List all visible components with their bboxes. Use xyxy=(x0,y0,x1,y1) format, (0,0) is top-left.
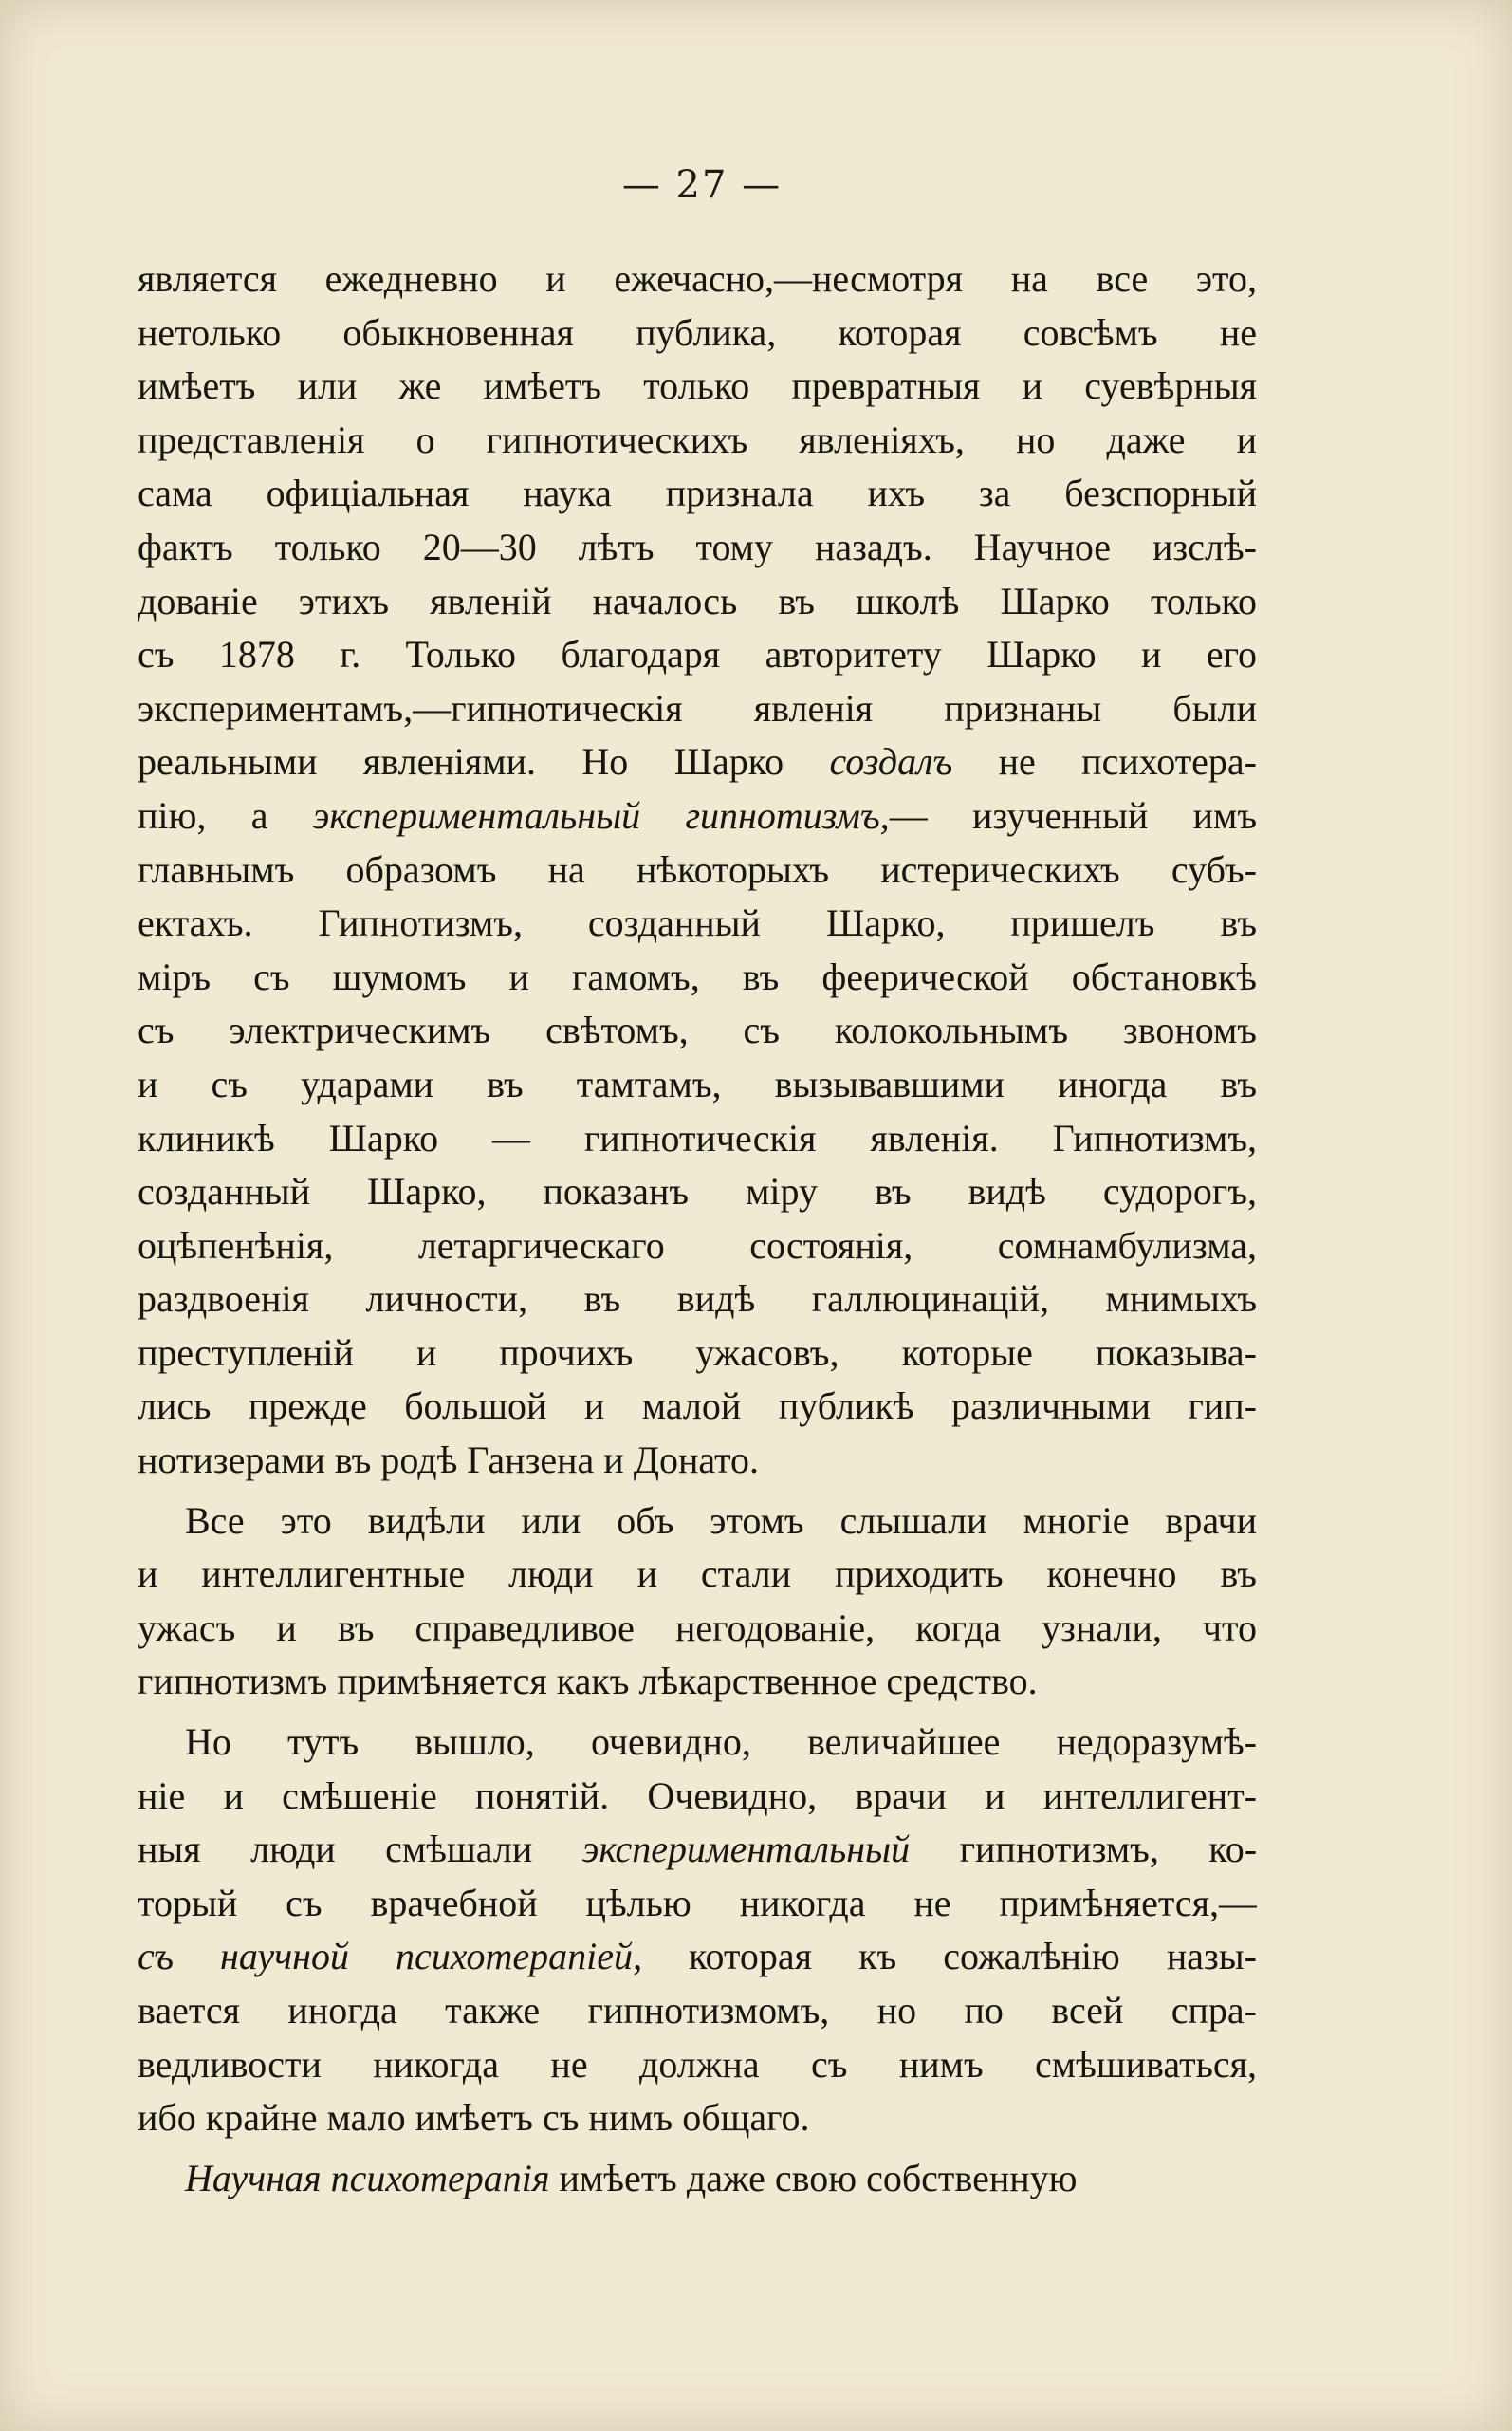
italic-text: экспериментальный xyxy=(581,1828,911,1871)
text-run: созданный Шарко, показанъ міру въ видѣ судорогъ, xyxy=(138,1170,1257,1214)
text-run: и интеллигентные люди и стали приходить конечно въ xyxy=(138,1552,1257,1596)
text-run: , которая къ сожалѣнію назы- xyxy=(633,1935,1257,1978)
text-run: ужасъ и въ справедливое негодованіе, когда узнали, что xyxy=(138,1605,1257,1649)
text-line xyxy=(138,628,1257,682)
text-line xyxy=(138,1548,1257,1602)
text-line xyxy=(138,1219,1257,1273)
text-line xyxy=(138,1877,1257,1931)
body-text xyxy=(138,252,1257,2205)
text-run: оцѣпенѣнія, летаргическаго состоянія, сомнамбулизма, xyxy=(138,1223,1257,1267)
paragraph-gap xyxy=(138,1488,1257,1494)
text-run: гипнотизмъ примѣняется какъ лѣкарственное средство. xyxy=(138,1660,1038,1703)
text-run: Все это видѣли или объ этомъ слышали многіе врачи xyxy=(185,1498,1257,1542)
paragraph xyxy=(138,1494,1257,1709)
text-run: преступленій и прочихъ ужасовъ, которые показыва- xyxy=(138,1330,1257,1374)
text-line xyxy=(138,2038,1257,2092)
text-run: ектахъ. Гипнотизмъ, созданный Шарко, пришелъ въ xyxy=(138,901,1257,945)
paragraph-gap xyxy=(138,1709,1257,1716)
text-run: ведливости никогда не должна съ нимъ смѣшиваться, xyxy=(138,2042,1257,2086)
text-run: съ электрическимъ свѣтомъ, съ колокольнымъ звономъ xyxy=(138,1009,1257,1052)
text-run: и съ ударами въ тамтамъ, вызывавшими иногда въ xyxy=(138,1062,1257,1105)
italic-text: экспериментальный гипнотизмъ, xyxy=(312,793,890,837)
paragraph xyxy=(138,2152,1257,2206)
italic-text: создалъ xyxy=(829,740,953,784)
text-run: ныя люди смѣшали xyxy=(138,1828,582,1871)
text-run: нотизерами въ родѣ Ганзена и Донато. xyxy=(138,1438,760,1482)
text-line xyxy=(138,682,1257,736)
text-line xyxy=(138,1494,1257,1549)
text-line xyxy=(138,1380,1257,1434)
text-line xyxy=(138,306,1257,361)
text-line xyxy=(138,1327,1257,1381)
text-line xyxy=(138,951,1257,1005)
text-line xyxy=(138,1770,1257,1824)
text-line xyxy=(138,1112,1257,1166)
text-line xyxy=(138,360,1257,414)
text-line xyxy=(138,1004,1257,1058)
text-line xyxy=(138,414,1257,468)
text-run: является ежедневно и ежечасно,—несмотря на все это, xyxy=(138,257,1257,300)
text-line xyxy=(138,2091,1257,2145)
text-run: главнымъ образомъ на нѣкоторыхъ истерическихъ субъ- xyxy=(138,847,1257,891)
text-run: ніе и смѣшеніе понятій. Очевидно, врачи и интеллигент- xyxy=(138,1773,1257,1817)
text-run: міръ съ шумомъ и гамомъ, въ феерической обстановкѣ xyxy=(138,955,1257,998)
text-line xyxy=(138,1272,1257,1327)
text-line xyxy=(138,1165,1257,1219)
text-line xyxy=(138,575,1257,629)
text-run: сама офиціальная наука признала ихъ за безспорный xyxy=(138,472,1257,515)
text-run: гипнотизмъ, ко- xyxy=(910,1828,1257,1871)
text-run: раздвоенія личности, въ видѣ галлюцинацій, мнимыхъ xyxy=(138,1277,1257,1321)
text-run: лись прежде большой и малой публикѣ различными гип- xyxy=(138,1384,1257,1428)
paragraph xyxy=(138,252,1257,1488)
paragraph xyxy=(138,1716,1257,2145)
text-line xyxy=(138,1434,1257,1488)
italic-text: съ научной психотерапіей xyxy=(138,1935,634,1978)
text-run: торый съ врачебной цѣлью никогда не примѣняется,— xyxy=(138,1881,1257,1924)
text-line xyxy=(138,844,1257,898)
text-run: пію, а xyxy=(138,793,313,837)
text-line xyxy=(138,1823,1257,1877)
text-run: имѣетъ даже свою собственную xyxy=(549,2156,1078,2199)
text-line xyxy=(138,1602,1257,1656)
text-run: ибо крайне мало имѣетъ съ нимъ общаго. xyxy=(138,2096,810,2140)
text-line xyxy=(138,1655,1257,1709)
text-line xyxy=(138,897,1257,951)
text-run: не психотера- xyxy=(952,740,1257,784)
text-run: представленія о гипнотическихъ явленіяхъ, но даже и xyxy=(138,418,1257,461)
text-line xyxy=(138,467,1257,521)
text-run: — изученный имъ xyxy=(889,793,1257,837)
text-line xyxy=(138,252,1257,306)
text-line xyxy=(138,1716,1257,1770)
text-line xyxy=(138,521,1257,575)
text-run: дованіе этихъ явленій началось въ школѣ Шарко только xyxy=(138,579,1257,622)
text-run: съ 1878 г. Только благодаря авторитету Шарко и его xyxy=(138,633,1257,677)
text-line xyxy=(138,1058,1257,1112)
text-line xyxy=(138,1930,1257,1984)
paragraph-gap xyxy=(138,2145,1257,2152)
text-run: экспериментамъ,—гипнотическія явленія признаны были xyxy=(138,686,1257,730)
italic-text: Научная психотерапія xyxy=(185,2156,550,2199)
text-run: реальными явленіями. Но Шарко xyxy=(138,740,830,784)
page-number: — 27 — xyxy=(621,163,783,207)
text-line xyxy=(138,735,1257,789)
text-run: вается иногда также гипнотизмомъ, но по всей спра- xyxy=(138,1989,1257,2032)
text-line xyxy=(138,789,1257,844)
text-line xyxy=(138,2152,1257,2206)
text-run: клиникѣ Шарко — гипнотическія явленія. Гипнотизмъ, xyxy=(138,1116,1257,1160)
text-line xyxy=(138,1984,1257,2038)
text-run: фактъ только 20—30 лѣтъ тому назадъ. Научное изслѣ- xyxy=(138,525,1257,568)
text-run: имѣетъ или же имѣетъ только превратныя и суевѣрныя xyxy=(138,364,1257,408)
text-run: нетолько обыкновенная публика, которая совсѣмъ не xyxy=(138,310,1257,354)
text-run: Но тутъ вышло, очевидно, величайшее недоразумѣ- xyxy=(185,1720,1257,1764)
